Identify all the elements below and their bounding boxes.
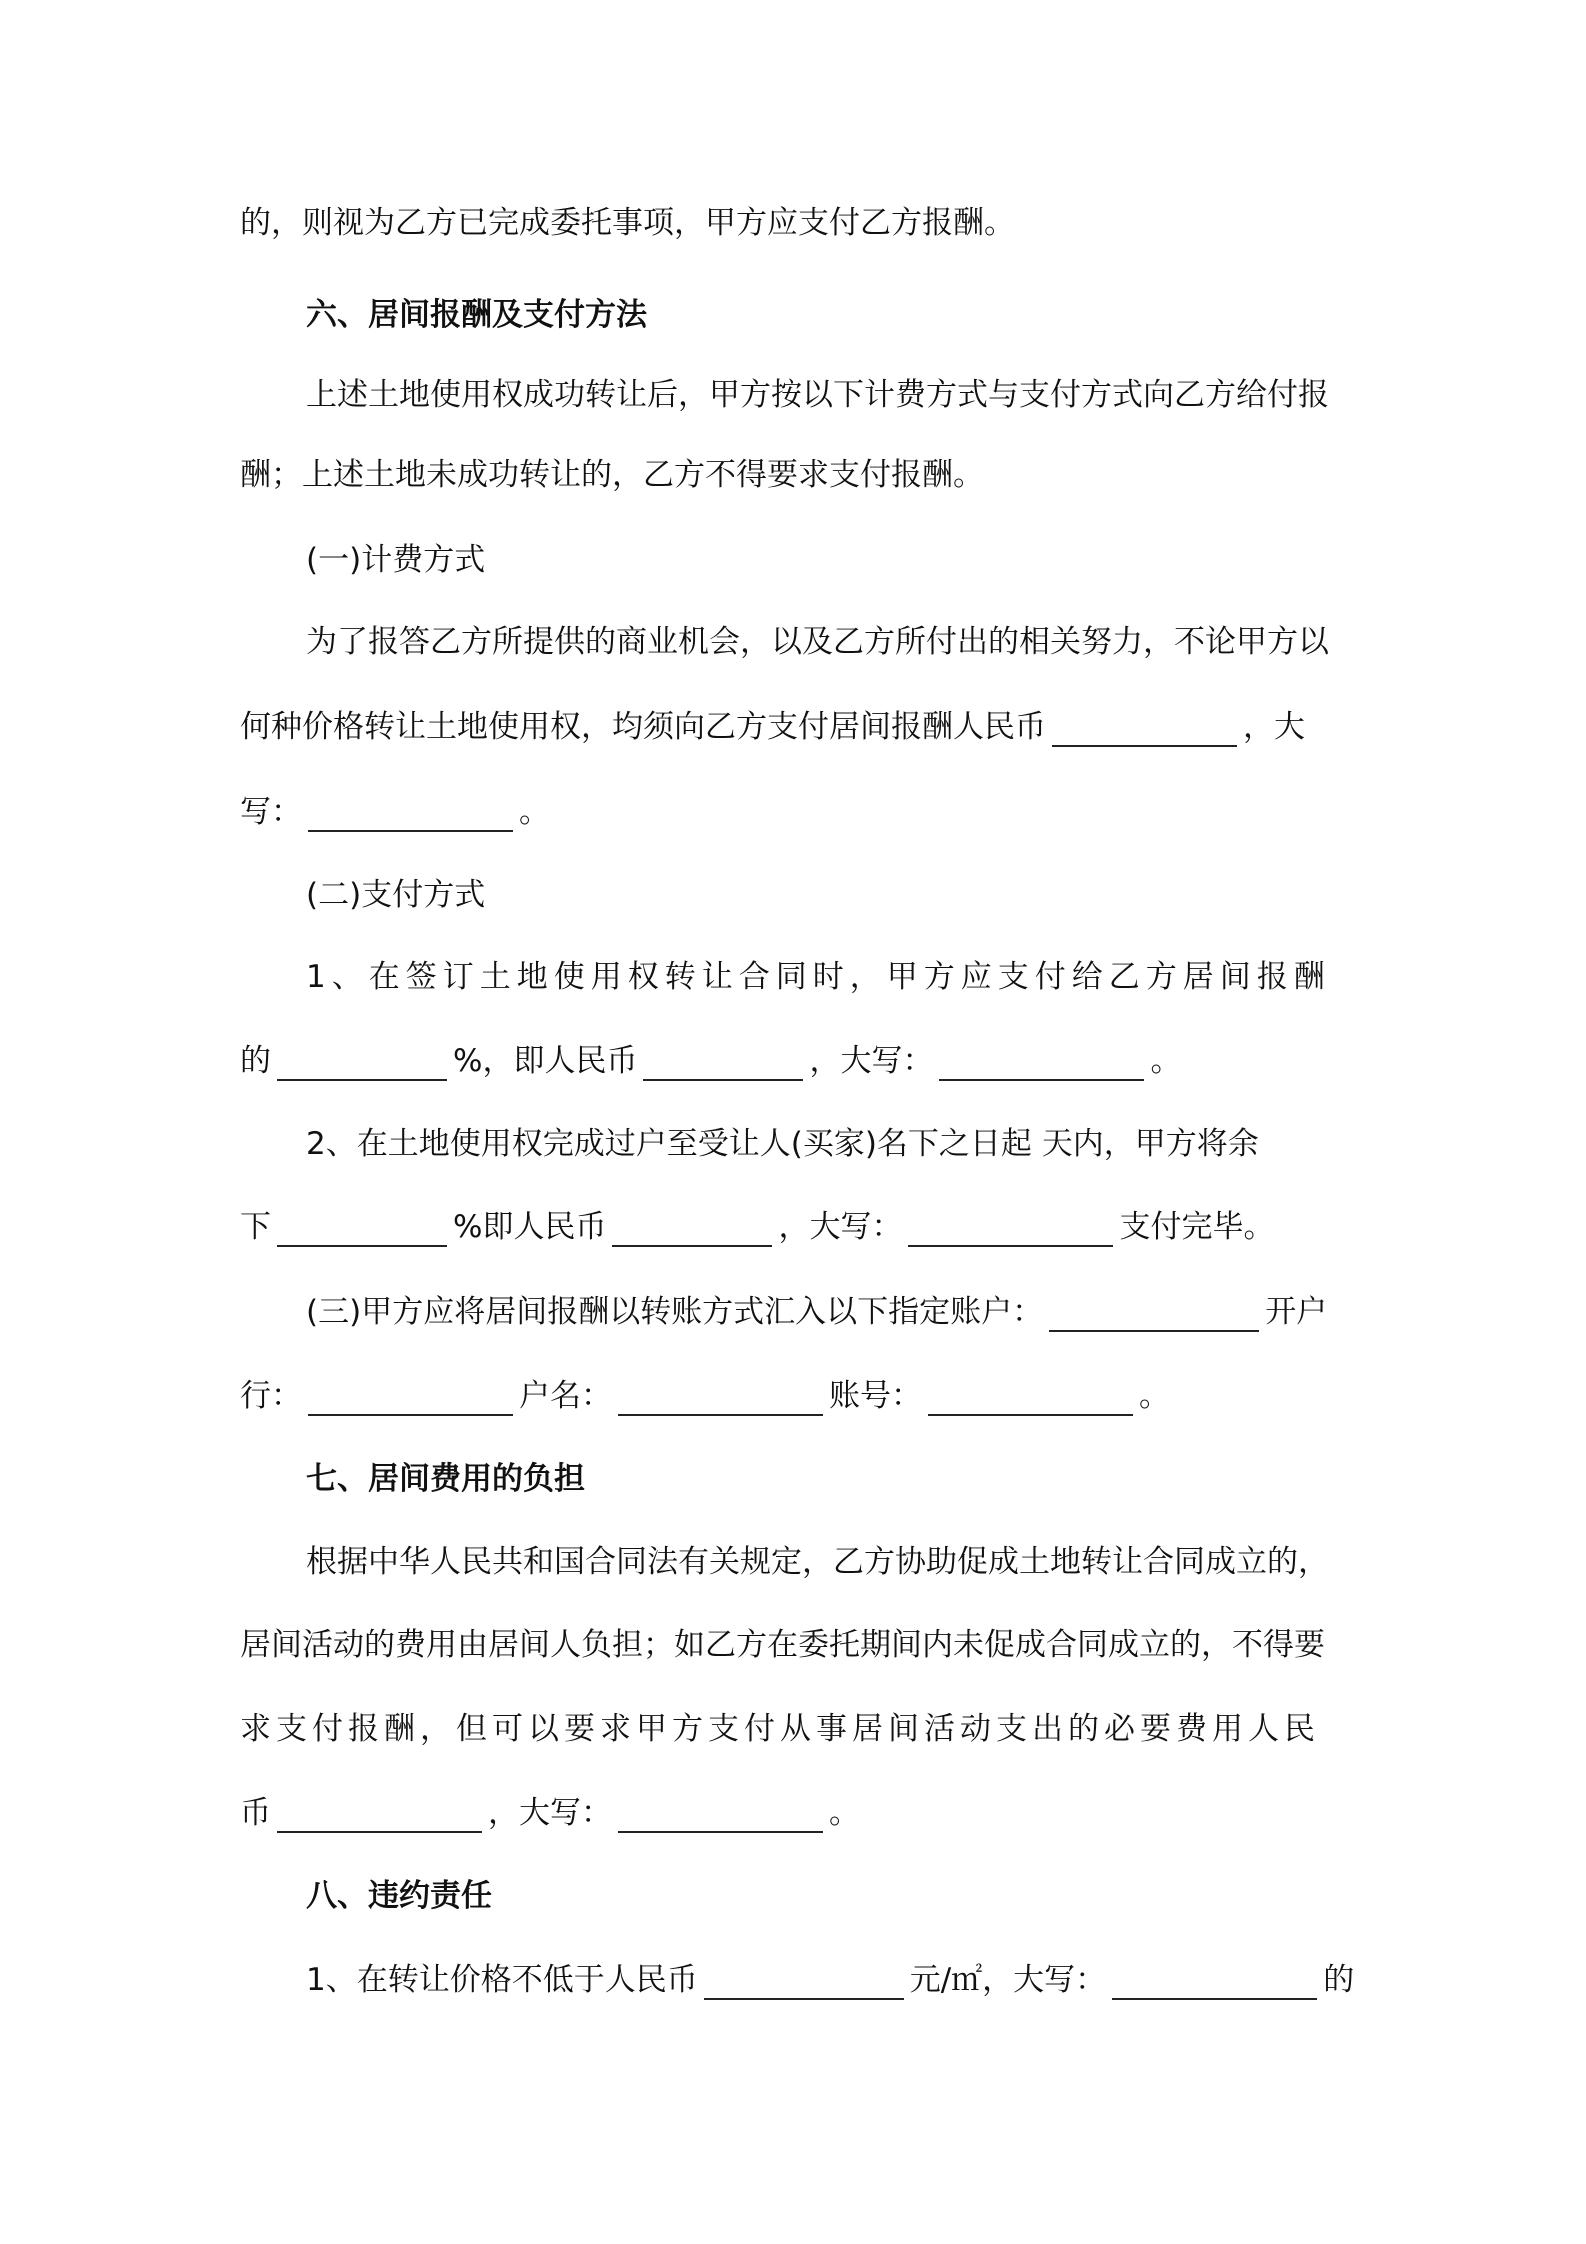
paragraph-line: 为了报答乙方所提供的商业机会，以及乙方所付出的相关努力，不论甲方以 xyxy=(306,624,1329,660)
paragraph-line: 根据中华人民共和国合同法有关规定，乙方协助促成土地转让合同成立的， xyxy=(306,1544,1329,1580)
fill-blank[interactable] xyxy=(908,1211,1113,1247)
paragraph-line: (三)甲方应将居间报酬以转账方式汇入以下指定账户： 开户 xyxy=(306,1294,1328,1330)
paragraph-line: 币 ，大写： 。 xyxy=(240,1795,860,1831)
section-heading-8: 八、违约责任 xyxy=(306,1878,492,1914)
fill-blank[interactable] xyxy=(1052,711,1237,747)
fill-blank[interactable] xyxy=(928,1380,1133,1416)
paragraph-line: 1、在转让价格不低于人民币 元/㎡，大写： 的 xyxy=(306,1962,1355,1998)
fill-blank[interactable] xyxy=(308,796,513,832)
paragraph-line: 行： 户名： 账号： 。 xyxy=(240,1378,1170,1414)
paragraph-line: 的，则视为乙方已完成委托事项，甲方应支付乙方报酬。 xyxy=(240,205,1015,241)
fill-blank[interactable] xyxy=(308,1380,513,1416)
fill-blank[interactable] xyxy=(277,1211,447,1247)
paragraph-line: 写： 。 xyxy=(240,794,550,830)
paragraph-line: 下 %即人民币 ，大写： 支付完毕。 xyxy=(240,1209,1275,1245)
section-heading-7: 七、居间费用的负担 xyxy=(306,1461,585,1497)
fill-blank[interactable] xyxy=(643,1045,803,1081)
paragraph-line: 1、在签订土地使用权转让合同时，甲方应支付给乙方居间报酬 xyxy=(306,959,1331,995)
subsection-heading: (一)计费方式 xyxy=(306,542,486,578)
fill-blank[interactable] xyxy=(618,1797,823,1833)
fill-blank[interactable] xyxy=(939,1045,1144,1081)
paragraph-line: 的 %，即人民币 ，大写： 。 xyxy=(240,1043,1182,1079)
fill-blank[interactable] xyxy=(1049,1296,1259,1332)
fill-blank[interactable] xyxy=(704,1964,904,2000)
paragraph-line: 求支付报酬，但可以要求甲方支付从事居间活动支出的必要费用人民 xyxy=(240,1711,1320,1747)
paragraph-line: 上述土地使用权成功转让后，甲方按以下计费方式与支付方式向乙方给付报 xyxy=(306,377,1329,413)
paragraph-line: 2、在土地使用权完成过户至受让人(买家)名下之日起 天内，甲方将余 xyxy=(306,1126,1259,1162)
paragraph-line: 何种价格转让土地使用权，均须向乙方支付居间报酬人民币 ，大 xyxy=(240,709,1305,745)
fill-blank[interactable] xyxy=(618,1380,823,1416)
paragraph-line: 酬；上述土地未成功转让的，乙方不得要求支付报酬。 xyxy=(240,457,984,493)
fill-blank[interactable] xyxy=(277,1045,447,1081)
fill-blank[interactable] xyxy=(277,1797,482,1833)
paragraph-line: 居间活动的费用由居间人负担；如乙方在委托期间内未促成合同成立的，不得要 xyxy=(240,1627,1325,1663)
section-heading-6: 六、居间报酬及支付方法 xyxy=(306,297,647,333)
subsection-heading: (二)支付方式 xyxy=(306,877,486,913)
fill-blank[interactable] xyxy=(1112,1964,1317,2000)
fill-blank[interactable] xyxy=(612,1211,772,1247)
